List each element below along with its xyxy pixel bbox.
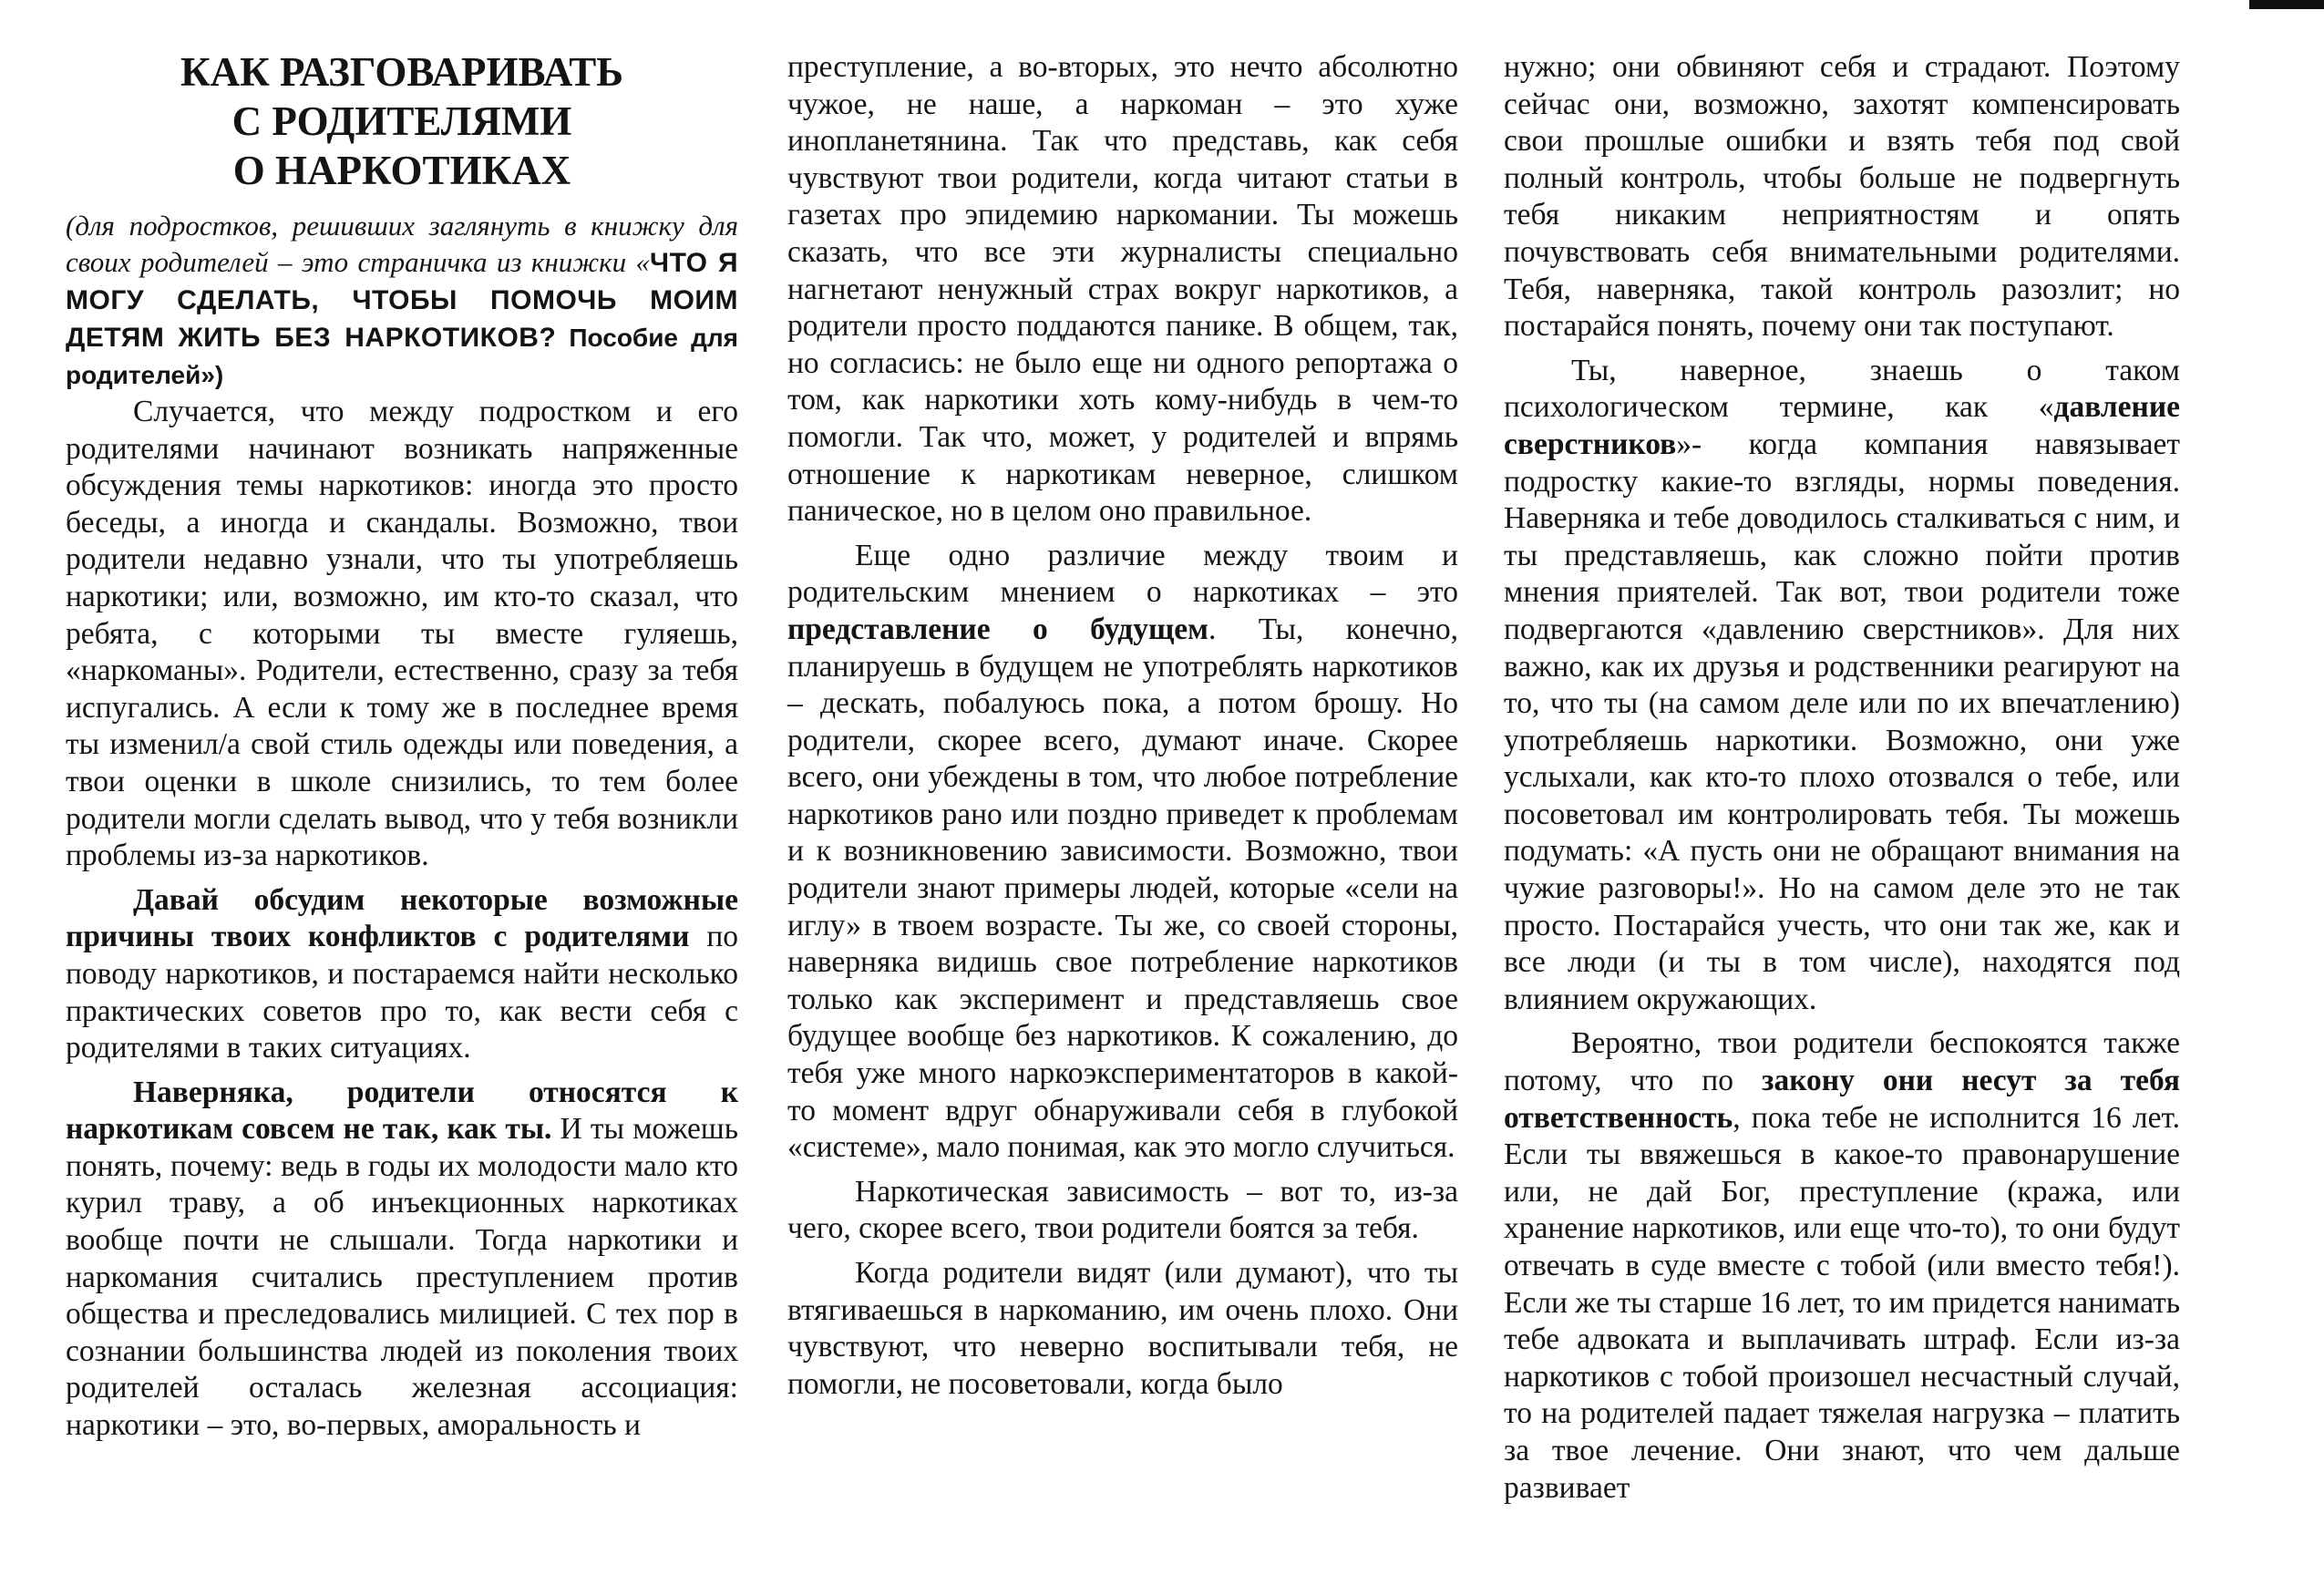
col3-p3-a: Вероятно, твои родители беспокоятся также потому, что по (1504, 1026, 2180, 1098)
article-title (66, 47, 738, 195)
col1-p2-bold: Давай обсудим некоторые возможные причины твоих конфликтов с родителями (66, 882, 738, 954)
col3-p2-a: Ты, наверное, знаешь о таком психологическом термине, как « (1504, 353, 2180, 425)
col2-paragraph-1: преступление, а во-вторых, это нечто абсолютно чужое, не наше, а наркоман – это хуже инопланетянина. Так что представь, как себя чувствуют твои родители, когда читают статьи в газетах про эпидемию наркомании. Ты можешь сказать, что все эти журналисты специально нагнетают ненужный страх вокруг наркотиков, а родители просто поддаются панике. В общем, так, но согласись: не было еще ни одного репортажа о том, как наркотики хоть кому-нибудь в чем-то помогли. Так что, может, у родителей и впрямь отношение к наркотикам неверное, слишком паническое, но в целом оно правильное. (787, 50, 1458, 529)
col1-paragraph-1: Случается, что между подростком и его родителями начинают возникать напряженные обсуждения темы наркотиков: иногда это просто беседы, а иногда и скандалы. Возможно, твои родители недавно узнали, что ты употребляешь наркотики; или, возможно, им кто-то сказал, что ребята, с которыми ты вместе гуляешь, «наркоманы». Родители, естественно, сразу за тебя испугались. А если к тому же в последнее время ты изменил/а свой стиль одежды или поведения, а твои оценки в школе снизились, то тем более родители могли сделать вывод, что у тебя возникли проблемы из-за наркотиков. (66, 395, 738, 873)
column-3 (1504, 49, 2180, 1507)
column-2 (787, 49, 1458, 1403)
col3-paragraph-3 (1504, 1025, 2180, 1507)
col1-paragraph-3 (66, 1075, 738, 1445)
col3-p3-bold: закону они несут за тебя ответственность (1504, 1064, 2180, 1135)
title-line-2: С РОДИТЕЛЯМИ (231, 98, 572, 144)
col2-paragraph-4: Когда родители видят (или думают), что ты втягиваешься в наркоманию, им очень плохо. Они чувствуют, что неверно воспитывали тебя, не помогли, не посоветовали, когда было (787, 1256, 1458, 1401)
book-subtitle: Пособие для родителей») (66, 324, 738, 389)
col3-p2-b: »- когда компания навязывает подростку какие-то взгляды, нормы поведения. Наверняка и тебе доводилось сталкиваться с ним, и ты представляешь, как сложно пойти против мнения приятелей. Так вот, твои родители тоже подвергаются «давлению сверстников». Для них важно, как их друзья и родственники реагируют на то, что ты (на самом деле или по их впечатлению) употребляешь наркотики. Возможно, они уже услыхали, как кто-то плохо отозвался о тебе, или посоветовал им контролировать тебя. Ты можешь подумать: «А пусть они не обращают внимания на чужие разговоры!». Но на самом деле это не так просто. Постарайся учесть, что они так же, как и все люди (и ты в том числе), находятся под влиянием окружающих. (1504, 427, 2180, 1016)
col3-paragraph-2 (1504, 353, 2180, 1019)
col2-p2-a: Еще одно различие между твоим и родительским мнением о наркотиках – это (787, 538, 1458, 610)
col2-paragraph-2 (787, 538, 1458, 1167)
col3-p3-b: , пока тебе не исполнится 16 лет. Если ты ввяжешься в какое-то правонарушение или, не дай Бог, преступление (кража, или хранение наркотиков, или еще что-то), то они будут отвечать в суде вместе с тобой (или вместо тебя!). Если же ты старше 16 лет, то им придется нанимать тебе адвоката и выплачивать штраф. Если из-за наркотиков с тобой произошел несчастный случай, то на родителей падает тяжелая нагрузка – платить за твое лечение. Они знают, что чем дальше развивает (1504, 1100, 2180, 1505)
col2-p2-bold: представление о будущем (787, 612, 1208, 646)
book-title: ЧТО Я МОГУ СДЕЛАТЬ, ЧТОБЫ ПОМОЧЬ МОИМ ДЕТЯМ ЖИТЬ БЕЗ НАРКОТИКОВ? (66, 248, 739, 353)
col3-p2-bold: давление сверстников (1504, 390, 2180, 461)
col2-paragraph-3: Наркотическая зависимость – вот то, из-за чего, скорее всего, твои родители боятся за тебя. (787, 1174, 1458, 1246)
intro-italic: (для подростков, решивших заглянуть в книжку для своих родителей – это страничка из книжки « (66, 210, 738, 278)
col1-p2-rest: по поводу наркотиков, и постараемся найти несколько практических советов про то, как вести себя с родителями в таких ситуациях. (66, 920, 738, 1065)
title-line-3: О НАРКОТИКАХ (232, 148, 571, 193)
col1-p3-bold: Наверняка, родители относятся к наркотикам совсем не так, как ты. (66, 1075, 738, 1147)
title-line-1: КАК РАЗГОВАРИВАТЬ (180, 49, 624, 95)
column-1 (66, 47, 738, 1445)
scan-edge-mark (2249, 0, 2324, 9)
col1-p3-rest: И ты можешь понять, почему: ведь в годы их молодости мало кто курил траву, а об инъекционных наркотиках вообще почти не слышали. Тогда наркотики и наркомания считались преступлением против общества и преследовались милицией. С тех пор в сознании большинства людей из поколения твоих родителей осталась железная ассоциация: наркотики – это, во-первых, аморальность и (66, 1112, 738, 1443)
col1-paragraph-2 (66, 882, 738, 1067)
col3-paragraph-1: нужно; они обвиняют себя и страдают. Поэтому сейчас они, возможно, захотят компенсировать свои прошлые ошибки и взять тебя под свой полный контроль, чтобы больше не подвергнуть тебя никаким неприятностям и опять почувствовать себя внимательными родителями. Тебя, наверняка, такой контроль разозлит; но постарайся понять, почему они так поступают. (1504, 50, 2180, 344)
col2-p2-b: . Ты, конечно, планируешь в будущем не употреблять наркотиков – дескать, побалуюсь пока, а потом брошу. Но родители, скорее всего, думают иначе. Скорее всего, они убеждены в том, что любое потребление наркотиков рано или поздно приведет к проблемам и к возникновению зависимости. Возможно, твои родители знают примеры людей, которые «сели на иглу» в твоем возрасте. Ты же, со своей стороны, наверняка видишь свое потребление наркотиков только как эксперимент и представляешь свое будущее вообще без наркотиков. К сожалению, до тебя уже много наркоэкспериментаторов в какой-то момент вдруг обнаруживали себя в глубокой «системе», мало понимая, как это могло случиться. (787, 612, 1458, 1165)
intro-note (66, 208, 738, 394)
